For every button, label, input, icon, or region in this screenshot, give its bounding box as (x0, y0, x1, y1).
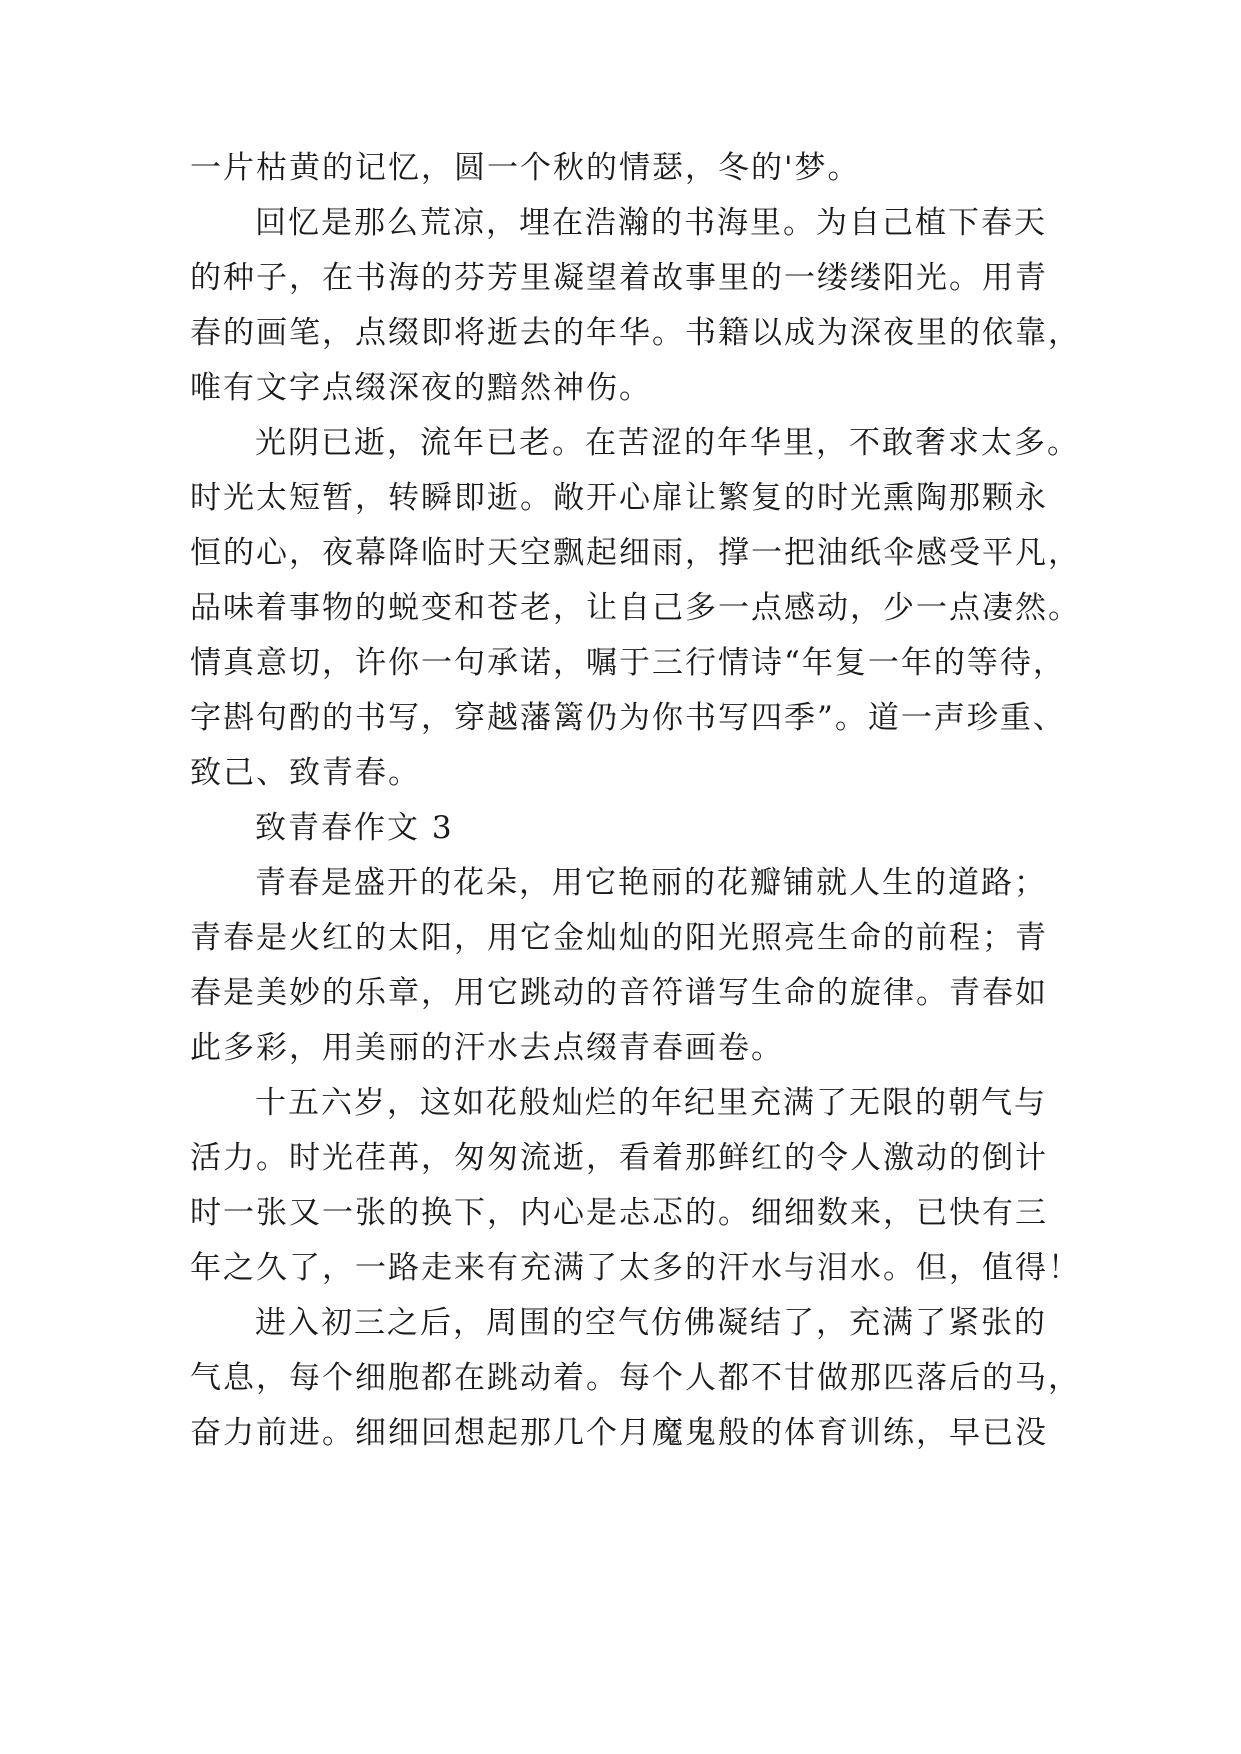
text-line: 春的画笔，点缀即将逝去的年华。书籍以成为深夜里的依靠， (190, 315, 1081, 351)
text-line: 品味着事物的蜕变和苍老，让自己多一点感动，少一点凄然。 (190, 590, 1081, 626)
text-line: 时一张又一张的换下，内心是忐忑的。细细数来，已快有三 (190, 1195, 1048, 1231)
text-line: 时光太短暂，转瞬即逝。敞开心扉让繁复的时光熏陶那颗永 (190, 480, 1048, 516)
text-line: 唯有文字点缀深夜的黯然神伤。 (190, 370, 652, 406)
paragraph-start: 光阴已逝，流年已老。在苦涩的年华里，不敢奢求太多。 (255, 425, 1080, 461)
text-line: 奋力前进。细细回想起那几个月魔鬼般的体育训练，早已没 (190, 1415, 1048, 1451)
text-line: 情真意切，许你一句承诺，嘱于三行情诗“年复一年的等待， (190, 645, 1066, 681)
paragraph-start: 青春是盛开的花朵，用它艳丽的花瓣铺就人生的道路； (255, 865, 1047, 901)
text-line: 致己、致青春。 (190, 755, 421, 791)
text-line: 此多彩，用美丽的汗水去点缀青春画卷。 (190, 1030, 784, 1066)
text-line: 气息，每个细胞都在跳动着。每个人都不甘做那匹落后的马， (190, 1360, 1081, 1396)
text-line: 活力。时光荏苒，匆匆流逝，看着那鲜红的令人激动的倒计 (190, 1140, 1048, 1176)
text-line: 青春是火红的太阳，用它金灿灿的阳光照亮生命的前程；青 (190, 920, 1048, 956)
text-line: 春是美妙的乐章，用它跳动的音符谱写生命的旋律。青春如 (190, 975, 1048, 1011)
text-line: 一片枯黄的记忆，圆一个秋的情瑟，冬的'梦。 (190, 150, 861, 186)
text-line: 的种子，在书海的芬芳里凝望着故事里的一缕缕阳光。用青 (190, 260, 1048, 296)
text-line: 年之久了，一路走来有充满了太多的汗水与泪水。但，值得！ (190, 1250, 1081, 1286)
text-line: 恒的心，夜幕降临时天空飘起细雨，撑一把油纸伞感受平凡， (190, 535, 1081, 571)
text-line: 字斟句酌的书写，穿越藩篱仍为你书写四季”。道一声珍重、 (190, 700, 1066, 736)
section-heading: 致青春作文 3 (255, 810, 454, 846)
paragraph-start: 回忆是那么荒凉，埋在浩瀚的书海里。为自己植下春天 (255, 205, 1047, 241)
paragraph-start: 十五六岁，这如花般灿烂的年纪里充满了无限的朝气与 (255, 1085, 1047, 1121)
paragraph-start: 进入初三之后，周围的空气仿佛凝结了，充满了紧张的 (255, 1305, 1047, 1341)
